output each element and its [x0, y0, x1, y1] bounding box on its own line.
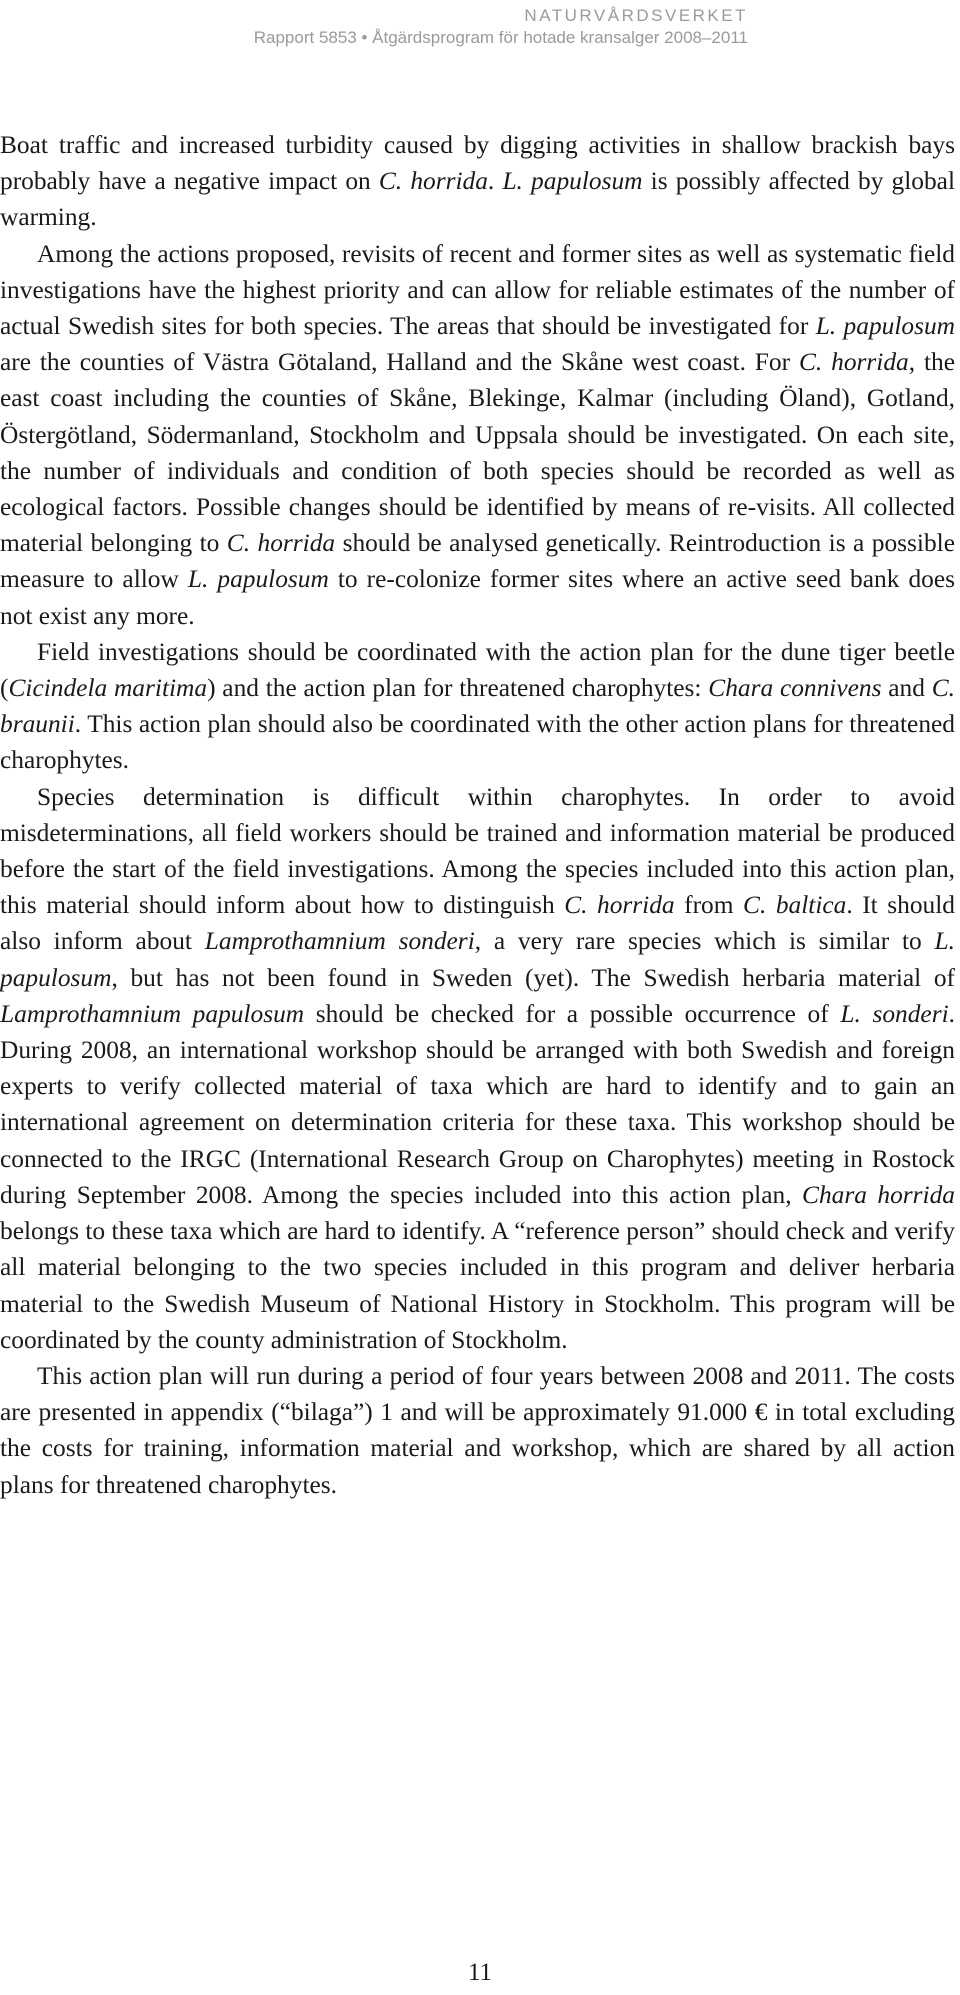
text-run: and [881, 674, 932, 703]
header-report-title: Rapport 5853 • Åtgärdsprogram för hotade kransalger 2008–2011 [253, 28, 748, 47]
species-name: Chara connivens [708, 674, 882, 703]
text-run: Species determination is difficult within charophytes. In order to avoid misdeterminations, all field workers should be trained and information material be produced before the start of the field investigations. Among the species included into this action plan, this material should inform about how to distinguish [0, 782, 955, 920]
body-text [0, 127, 955, 1503]
paragraph [0, 127, 955, 236]
running-header [254, 6, 748, 50]
species-name: L. papulosum [187, 565, 329, 594]
species-name: C. horrida [564, 891, 675, 920]
species-name: C. horrida [226, 529, 336, 558]
species-name: C. braunii [0, 674, 955, 739]
text-run: This action plan will run during a period of four years between 2008 and 2011. The costs are presented in appendix (“bilaga”) 1 and will be approximately 91.000 € in total excluding the costs for training, information material and workshop, which are shared by all action plans for threatened charophytes. [0, 1361, 955, 1499]
text-run: . This action plan should also be coordinated with the other action plans for threatened charophytes. [0, 710, 955, 775]
text-run: from [674, 891, 744, 920]
text-run: Among the actions proposed, revisits of recent and former sites as well as systematic field investigations have the highest priority and can allow for reliable estimates of the number of actual Swedish sites for both species. The areas that should be investigated for [0, 239, 955, 341]
text-run: Boat traffic and increased turbidity caused by digging activities in shallow brackish bays probably have a negative impact on [0, 131, 955, 196]
species-name: L. papulosum [0, 927, 955, 992]
text-run: should be analysed genetically. Reintroduction is a possible measure to allow [0, 529, 955, 594]
text-run: are the counties of Västra Götaland, Halland and the Skåne west coast. For [0, 348, 799, 377]
species-name: L. papulosum [815, 312, 956, 341]
text-run: belongs to these taxa which are hard to identify. A “reference person” should check and verify all material belonging to the two species included in this program and deliver herbaria material to the Swedish Museum of National History in Stockholm. This program will be coordinated by the county administration of Stockholm. [0, 1217, 955, 1354]
text-run: to re-colonize former sites where an active seed bank does not exist any more. [0, 565, 955, 630]
paragraph [0, 1358, 955, 1503]
species-name: L. sonderi [840, 999, 949, 1028]
text-run: . [487, 167, 503, 196]
species-name: Chara horrida [802, 1180, 955, 1209]
header-organization: NATURVÅRDSVERKET [524, 6, 748, 25]
species-name: C. horrida [378, 167, 488, 196]
text-run: , the east coast including the counties of Skåne, Blekinge, Kalmar (including Öland), Gotland, Östergötland, Södermanland, Stockholm and Uppsala should be investigated. On each site, the number of individuals and condition of both species should be recorded as well as ecological factors. Possible changes should be identified by means of re-visits. All collected material belonging to [0, 348, 956, 558]
species-name: Cicindela maritima [8, 674, 208, 703]
text-run: Field investigations should be coordinated with the action plan for the dune tiger beetle ( [0, 637, 955, 703]
paragraph [0, 634, 955, 779]
species-name: Lamprothamnium papulosum [0, 999, 305, 1028]
text-run: , but has not been found in Sweden (yet). The Swedish herbaria material of [111, 963, 955, 992]
text-run: ) and the action plan for threatened charophytes: [207, 674, 709, 703]
text-run: is possibly affected by global warming. [0, 167, 956, 232]
page-number: 11 [467, 1959, 493, 1986]
text-run: , a very rare species which is similar to [474, 927, 935, 956]
paragraph [0, 236, 955, 634]
species-name: L. papulosum [502, 167, 643, 196]
paragraph [0, 779, 955, 1358]
text-run: . It should also inform about [0, 891, 955, 956]
species-name: C. horrida [798, 348, 909, 377]
text-run: should be checked for a possible occurrence of [304, 999, 841, 1028]
text-run: . During 2008, an international workshop should be arranged with both Swedish and foreign experts to verify collected material of taxa which are hard to identify and to gain an international agreement on determination criteria for these taxa. This workshop should be connected to the IRGC (International Research Group on Charophytes) meeting in Rostock during September 2008. Among the species included into this action plan, [0, 999, 955, 1209]
species-name: Lamprothamnium sonderi [204, 927, 475, 956]
species-name: C. baltica [743, 891, 847, 920]
